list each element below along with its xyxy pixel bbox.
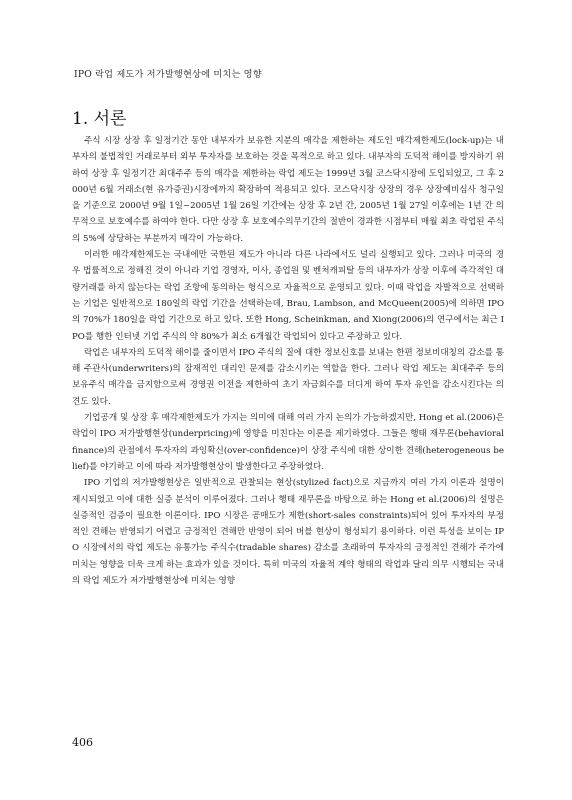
page-number: 406 <box>72 736 93 749</box>
running-header: IPO 락업 제도가 저가발행현상에 미치는 영향 <box>74 69 262 80</box>
paragraph-4: 기업공개 및 상장 후 매각제한제도가 가지는 의미에 대해 여러 가지 논의가 가능하겠지만, Hong et al.(2006)은 락업이 IPO 저가발행현상(underpricing)에 영향을 미친다는 이론을 제기하였다. 그들은 행태 재무론(behavioral finance)의 관점에서 투자자의 과잉확신(over-confidence)이 상장 주식에 대한 상이한 견해(heterogeneous belief)를 야기하고 이에 따라 저가발행현상이 발생한다고 주장하였다. <box>72 413 504 472</box>
paragraph-5: IPO 기업의 저가발행현상은 일반적으로 관찰되는 현상(stylized fact)으로 지금까지 여러 가지 이론과 설명이 제시되었고 이에 대한 실증 분석이 이루어졌다. 그러나 행태 재무론을 바탕으로 하는 Hong et al.(2006)의 설명은 실증적인 검증이 필요한 이론이다. IPO 시장은 공매도가 제한(short-sales constraints)되어 있어 투자자의 부정적인 견해는 반영되기 어렵고 긍정적인 견해만 반영이 되어 버블 현상이 형성되기 용이하다. 이런 특성을 보이는 IPO 시장에서의 락업 제도는 유통가능 주식수(tradable shares) 감소를 초래하여 투자자의 긍정적인 견해가 주가에 미치는 영향을 더욱 크게 하는 효과가 있을 것이다. 특히 미국의 자율적 계약 형태의 락업과 달리 의무 시행되는 국내의 락업 제도가 저가발행현상에 미치는 영향 <box>72 478 504 587</box>
paragraph-1: 주식 시장 상장 후 일정기간 동안 내부자가 보유한 지분의 매각을 제한하는 제도인 매각제한제도(lock-up)는 내부자의 불법적인 거래로부터 외부 투자자를 보호하는 것을 목적으로 하고 있다. 내부자의 도덕적 해이를 방지하기 위하여 상장 후 일정기간 최대주주 등의 매각을 제한하는 락업 제도는 1999년 3월 코스닥시장에 도입되었고, 그 후 2000년 6월 거래소(현 유가증권)시장에까지 확장하여 적용되고 있다. 코스닥시장 상장의 경우 상장예비심사 청구일을 기준으로 2000년 9월 1일~2005년 1월 26일 기간에는 상장 후 2년 간, 2005년 1월 27일 이후에는 1년 간 의무적으로 보호예수를 하여야 한다. 다만 상장 후 보호예수의무기간의 절반이 경과한 시점부터 매월 최초 락업된 주식의 5%에 상당하는 부분까지 매각이 가능하다. <box>72 136 504 244</box>
section-title: 1. 서론 <box>72 109 127 129</box>
paragraph-2: 이러한 매각제한제도는 국내에만 국한된 제도가 아니라 다른 나라에서도 널리 실행되고 있다. 그러나 미국의 경우 법률적으로 정해진 것이 아니라 기업 경영자, 이사, 종업원 및 벤처캐피탈 등의 내부자가 상장 이후에 즉각적인 대량거래를 하지 않는다는 락업 조항에 동의하는 형식으로 자율적으로 운영되고 있다. 이때 락업을 자발적으로 선택하는 기업은 일반적으로 180일의 락업 기간을 선택하는데, Brau, Lambson, and McQueen(2005)에 의하면 IPO의 70%가 180일을 락업 기간으로 하고 있다. 또한 Hong, Scheinkman, and Xiong(2006)의 연구에서는 최근 IPO를 행한 인터넷 기업 주식의 약 80%가 최소 6개월간 락업되어 있다고 주장하고 있다. <box>72 250 504 342</box>
paragraph-3: 락업은 내부자의 도덕적 해이를 줄이면서 IPO 주식의 질에 대한 정보신호를 보내는 한편 정보비대칭의 감소를 통해 주관사(underwriters)의 잠재적인 대리인 문제를 감소시키는 역할을 한다. 그러나 락업 제도는 최대주주 등의 보유주식 매각을 금지함으로써 경영권 이전을 제한하여 초기 자금회수를 더디게 하여 투자 유인을 감소시킨다는 의견도 있다. <box>72 347 504 407</box>
body-text <box>72 133 504 589</box>
